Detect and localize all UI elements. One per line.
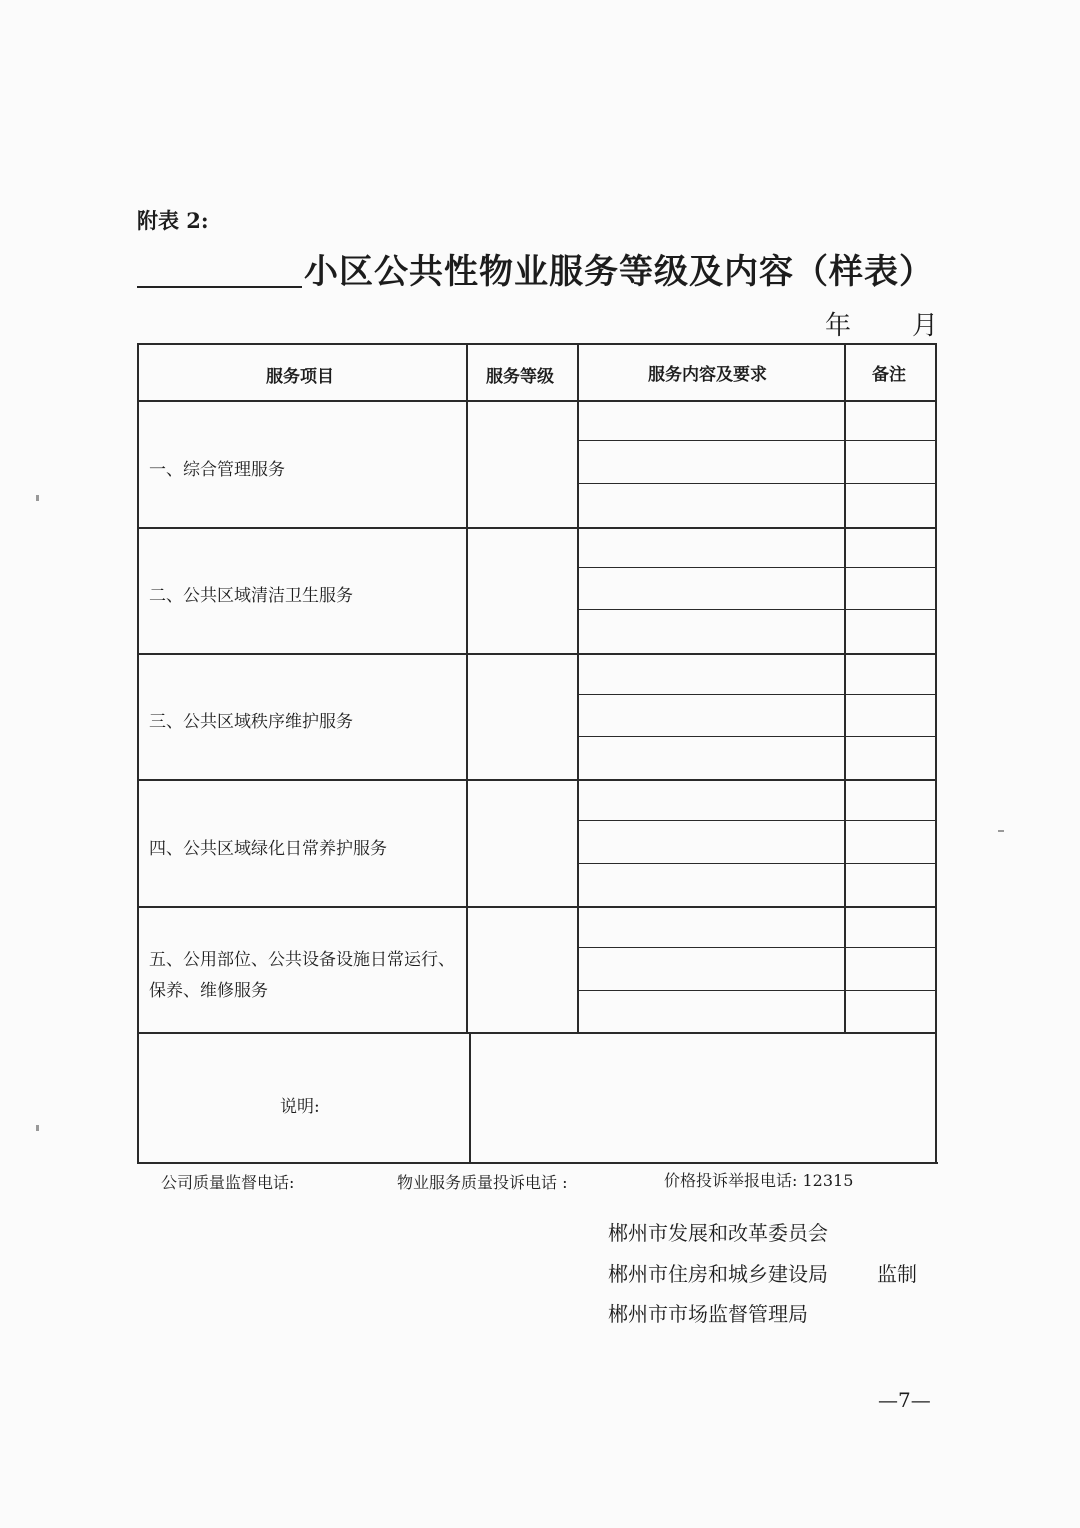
row-divider-5 [137,1032,936,1034]
subrow-divider [577,820,936,821]
row-divider-header [137,400,936,402]
row-item-cleaning: 二、公共区域清洁卫生服务 [149,586,353,606]
note-label: 说明: [280,1097,320,1117]
row-divider-1 [137,527,936,529]
authority-1: 郴州市发展和改革委员会 [608,1221,828,1245]
header-service-level: 服务等级 [486,367,554,387]
subrow-divider [577,947,936,948]
subrow-divider [577,440,936,441]
header-service-item: 服务项目 [266,367,334,387]
row-item-facilities-line2: 保养、维修服务 [149,981,268,1001]
header-remark: 备注 [872,365,906,385]
col-divider-1 [466,343,468,1033]
table-border-bottom [139,1162,938,1164]
blank-fill-line [137,286,302,288]
row-item-greening: 四、公共区域绿化日常养护服务 [149,839,387,859]
supervise-label: 监制 [877,1262,917,1286]
row-divider-4 [137,906,936,908]
authority-3: 郴州市市场监督管理局 [608,1302,808,1326]
subrow-divider [577,483,936,484]
attachment-label: 附表 2: [137,208,209,233]
page-number: —7— [878,1388,931,1412]
date-month: 月 [912,311,939,341]
company-phone-label: 公司质量监督电话: [161,1173,295,1192]
col-divider-2 [577,343,579,1033]
col-divider-1-note [469,1033,471,1163]
authority-2: 郴州市住房和城乡建设局 [608,1262,828,1286]
scan-speck [36,1125,39,1131]
subrow-divider [577,990,936,991]
header-service-content: 服务内容及要求 [648,365,767,385]
col-divider-3 [844,343,846,1033]
table-border-top [137,343,936,345]
subrow-divider [577,736,936,737]
date-year: 年 [825,311,852,341]
subrow-divider [577,863,936,864]
subrow-divider [577,694,936,695]
row-item-general-management: 一、综合管理服务 [149,460,285,480]
complaint-phone-label: 物业服务质量投诉电话 : [397,1173,568,1192]
row-item-order-maintenance: 三、公共区域秩序维护服务 [149,712,353,732]
table-border-right [935,343,937,1164]
table-border-left [137,343,139,1164]
price-phone-label: 价格投诉举报电话: 12315 [664,1171,854,1190]
subrow-divider [577,609,936,610]
subrow-divider [577,567,936,568]
row-divider-2 [137,653,936,655]
row-divider-3 [137,779,936,781]
page-title: 小区公共性物业服务等级及内容（样表） [304,252,934,292]
scan-speck [36,495,39,501]
scan-speck [998,830,1004,832]
row-item-facilities-line1: 五、公用部位、公共设备设施日常运行、 [149,950,455,970]
